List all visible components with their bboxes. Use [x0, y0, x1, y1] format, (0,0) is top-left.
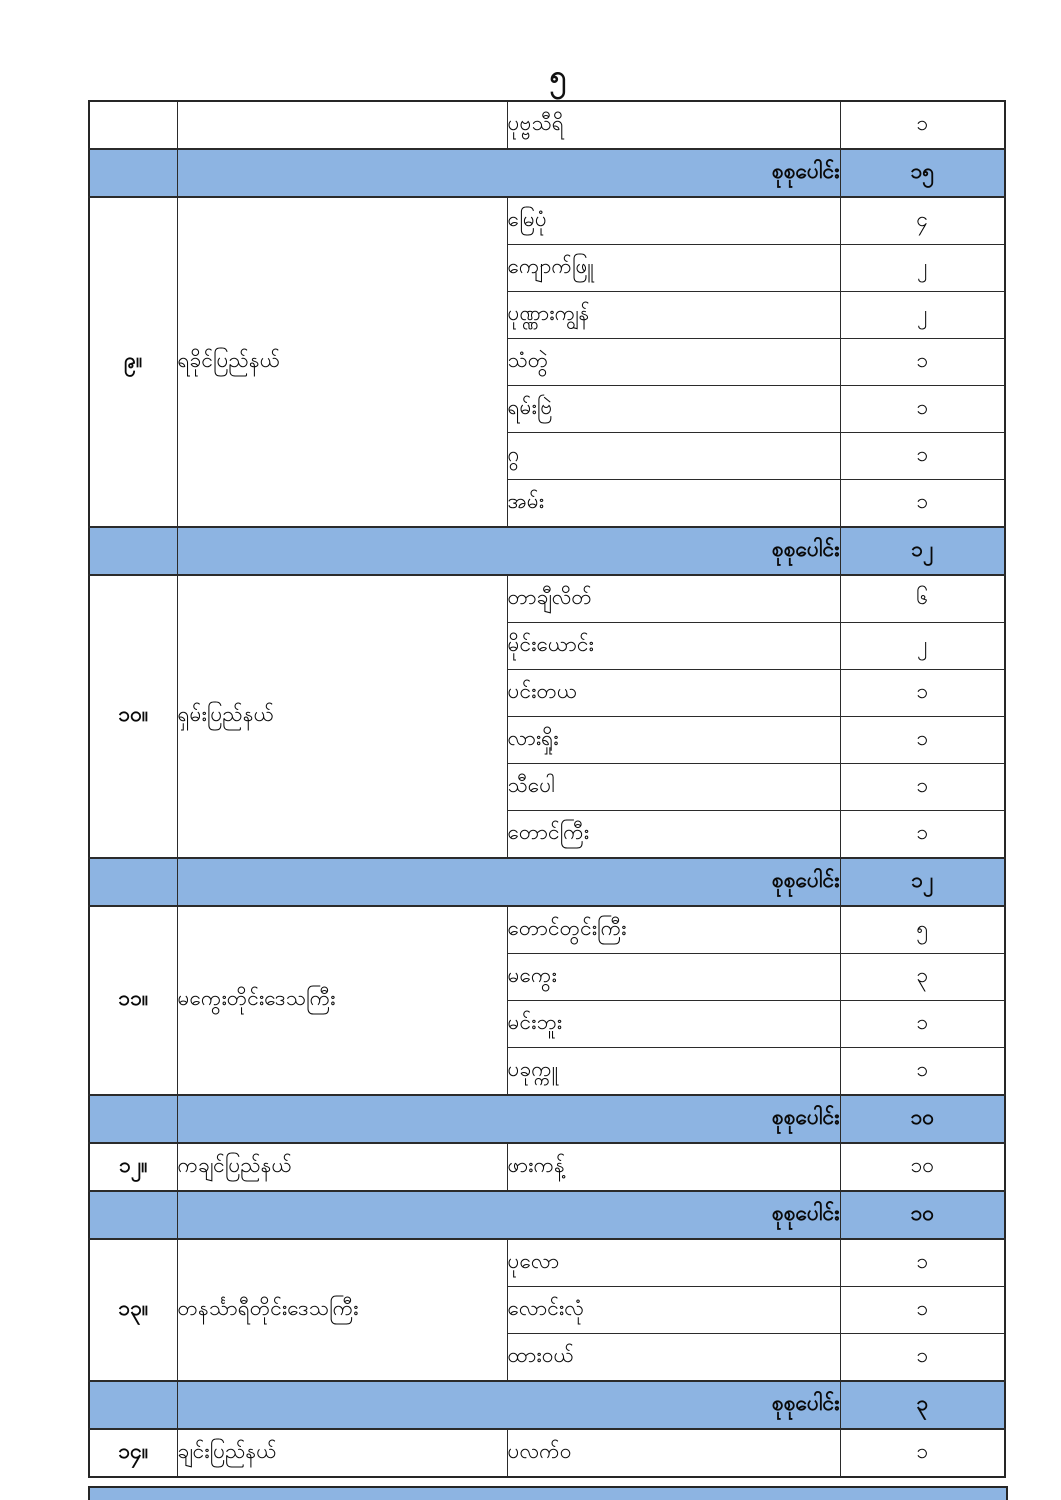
count-cell: ၁ — [840, 670, 1005, 717]
total-count-cell: ၁၅ — [840, 149, 1005, 197]
total-row — [89, 1095, 1005, 1143]
table-row — [89, 906, 1005, 954]
count-cell: ၁ — [840, 339, 1005, 386]
township-cell: မင်းဘူး — [507, 1001, 840, 1048]
township-cell: ပုဏ္ဏားကျွန် — [507, 292, 840, 339]
total-row-spacer-cell — [89, 1095, 177, 1143]
township-cell: မြေပုံ — [507, 197, 840, 245]
total-row-spacer-cell — [89, 1381, 177, 1429]
region-name-cell — [177, 101, 507, 149]
count-cell: ၁ — [840, 1001, 1005, 1048]
total-row-spacer-cell — [89, 527, 177, 575]
next-total-row-partial — [88, 1486, 1008, 1500]
township-cell: ရမ်းဗြဲ — [507, 386, 840, 433]
section-number-cell: ၁၃။ — [89, 1239, 177, 1381]
township-cell: ကျောက်ဖြူ — [507, 245, 840, 292]
section-number-cell: ၁၄။ — [89, 1429, 177, 1477]
total-row-spacer-cell — [89, 1191, 177, 1239]
count-cell: ၆ — [840, 575, 1005, 623]
count-cell: ၁ — [840, 1287, 1005, 1334]
total-row-spacer-cell — [89, 149, 177, 197]
total-count-cell: ၃ — [840, 1381, 1005, 1429]
section-number-cell: ၁၁။ — [89, 906, 177, 1095]
count-cell: ၁ — [840, 1429, 1005, 1477]
total-row — [89, 858, 1005, 906]
region-name-cell: တနင်္သာရီတိုင်းဒေသကြီး — [177, 1239, 507, 1381]
total-label-cell: စုစုပေါင်း — [177, 149, 840, 197]
count-cell: ၁ — [840, 386, 1005, 433]
count-cell: ၃ — [840, 954, 1005, 1001]
township-cell: ပလက်ဝ — [507, 1429, 840, 1477]
total-row — [89, 149, 1005, 197]
page-number: ၅ — [549, 60, 567, 93]
table-row — [89, 1143, 1005, 1191]
count-cell: ၂ — [840, 245, 1005, 292]
township-cell: သီပေါ — [507, 764, 840, 811]
count-cell: ၅ — [840, 906, 1005, 954]
total-count-cell: ၁၂ — [840, 858, 1005, 906]
total-label-cell: စုစုပေါင်း — [177, 858, 840, 906]
section-number-cell: ၁၂။ — [89, 1143, 177, 1191]
township-cell: ပုလော — [507, 1239, 840, 1287]
total-row — [89, 1381, 1005, 1429]
region-township-table — [88, 100, 1006, 1478]
total-count-cell: ၁၂ — [840, 527, 1005, 575]
region-name-cell: မကွေးတိုင်းဒေသကြီး — [177, 906, 507, 1095]
table-row — [89, 1429, 1005, 1477]
total-label-cell: စုစုပေါင်း — [177, 1191, 840, 1239]
count-cell: ၁ — [840, 101, 1005, 149]
count-cell: ၁ — [840, 1334, 1005, 1382]
count-cell: ၁ — [840, 717, 1005, 764]
township-cell: တောင်ကြီး — [507, 811, 840, 859]
township-cell: သံတွဲ — [507, 339, 840, 386]
township-cell: ပင်းတယ — [507, 670, 840, 717]
table-row — [89, 101, 1005, 149]
count-cell: ၁ — [840, 811, 1005, 859]
total-count-cell: ၁၀ — [840, 1095, 1005, 1143]
table-row — [89, 197, 1005, 245]
township-cell: ဖားကန့် — [507, 1143, 840, 1191]
total-label-cell: စုစုပေါင်း — [177, 1381, 840, 1429]
count-cell: ၁ — [840, 433, 1005, 480]
region-name-cell: ရှမ်းပြည်နယ် — [177, 575, 507, 858]
section-number-cell: ၁၀။ — [89, 575, 177, 858]
township-cell: ဂွ — [507, 433, 840, 480]
count-cell: ၂ — [840, 292, 1005, 339]
township-cell: လားရှိုး — [507, 717, 840, 764]
table-row — [89, 1239, 1005, 1287]
township-cell: တာချီလိတ် — [507, 575, 840, 623]
count-cell: ၁၀ — [840, 1143, 1005, 1191]
total-label-cell: စုစုပေါင်း — [177, 527, 840, 575]
count-cell: ၄ — [840, 197, 1005, 245]
count-cell: ၁ — [840, 1239, 1005, 1287]
count-cell: ၁ — [840, 1048, 1005, 1096]
section-number-cell — [89, 101, 177, 149]
total-label-cell: စုစုပေါင်း — [177, 1095, 840, 1143]
count-cell: ၁ — [840, 480, 1005, 528]
region-name-cell: ချင်းပြည်နယ် — [177, 1429, 507, 1477]
total-row — [89, 1191, 1005, 1239]
count-cell: ၁ — [840, 764, 1005, 811]
total-row — [89, 527, 1005, 575]
township-cell: အမ်း — [507, 480, 840, 528]
township-cell: မိုင်းယောင်း — [507, 623, 840, 670]
region-name-cell: ကချင်ပြည်နယ် — [177, 1143, 507, 1191]
township-cell: ပခုက္ကူ — [507, 1048, 840, 1096]
region-name-cell: ရခိုင်ပြည်နယ် — [177, 197, 507, 527]
township-cell: လောင်းလုံ — [507, 1287, 840, 1334]
township-cell: ပုဗ္ဗသီရိ — [507, 101, 840, 149]
township-cell: ထားဝယ် — [507, 1334, 840, 1382]
township-cell: တောင်တွင်းကြီး — [507, 906, 840, 954]
total-count-cell: ၁၀ — [840, 1191, 1005, 1239]
count-cell: ၂ — [840, 623, 1005, 670]
total-row-spacer-cell — [89, 858, 177, 906]
table-row — [89, 575, 1005, 623]
township-cell: မကွေး — [507, 954, 840, 1001]
section-number-cell: ၉။ — [89, 197, 177, 527]
